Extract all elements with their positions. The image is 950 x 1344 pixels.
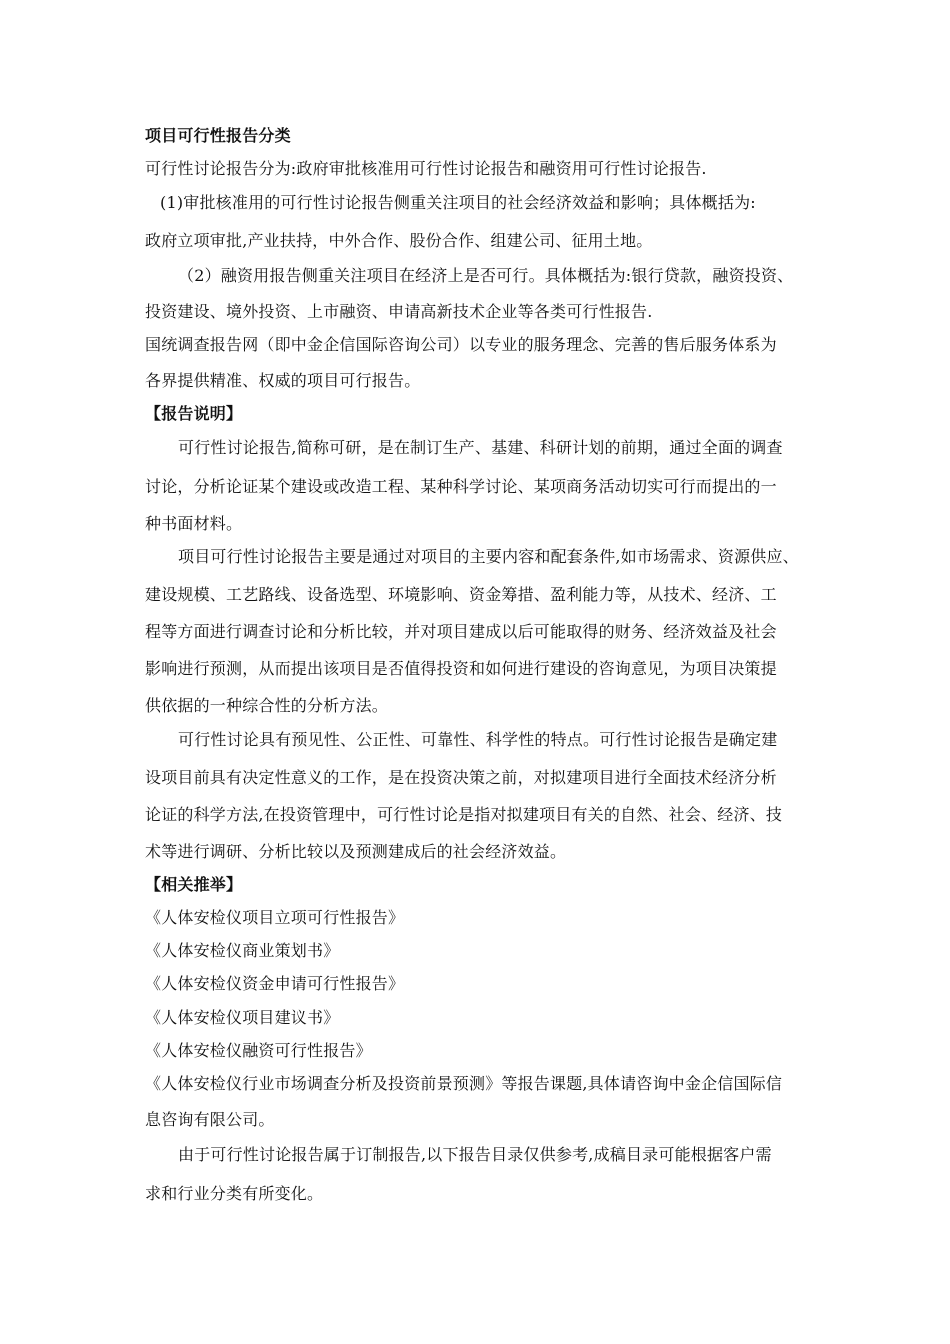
p2-line1: 项目可行性讨论报告主要是通过对项目的主要内容和配套条件,如市场需求、资源供应、 xyxy=(178,547,799,566)
rec-item-6-line2: 息咨询有限公司。 xyxy=(145,1110,275,1129)
p2-line3: 程等方面进行调查讨论和分析比较，并对项目建成以后可能取得的财务、经济效益及社会 xyxy=(145,622,777,641)
p3-line4: 术等进行调研、分析比较以及预测建成后的社会经济效益。 xyxy=(145,842,567,861)
item1-line2: 政府立项审批,产业扶持，中外合作、股份合作、组建公司、征用土地。 xyxy=(145,231,653,250)
rec-item-3: 《人体安检仪资金申请可行性报告》 xyxy=(145,974,405,993)
p3-line3: 论证的科学方法,在投资管理中，可行性讨论是指对拟建项目有关的自然、社会、经济、技 xyxy=(145,805,783,824)
p2-line2: 建设规模、工艺路线、设备选型、环境影响、资金筹措、盈利能力等，从技术、经济、工 xyxy=(145,585,777,604)
rec-item-2: 《人体安检仪商业策划书》 xyxy=(145,941,340,960)
company-line1: 国统调查报告网（即中金企信国际咨询公司）以专业的服务理念、完善的售后服务体系为 xyxy=(145,335,777,354)
closing-line2: 求和行业分类有所变化。 xyxy=(145,1184,324,1203)
p2-line5: 供依据的一种综合性的分析方法。 xyxy=(145,696,389,715)
item1-line1: (1)审批核准用的可行性讨论报告侧重关注项目的社会经济效益和影响；具体概括为: xyxy=(160,193,756,212)
company-line2: 各界提供精准、权威的项目可行报告。 xyxy=(145,371,421,390)
section-title-recommend: 【相关推举】 xyxy=(145,875,243,894)
p2-line4: 影响进行预测，从而提出该项目是否值得投资和如何进行建设的咨询意见，为项目决策提 xyxy=(145,659,777,678)
item2-line1: （2）融资用报告侧重关注项目在经济上是否可行。具体概括为:银行贷款，融资投资、 xyxy=(178,266,794,285)
rec-item-1: 《人体安检仪项目立项可行性报告》 xyxy=(145,908,405,927)
p3-line1: 可行性讨论具有预见性、公正性、可靠性、科学性的特点。可行性讨论报告是确定建 xyxy=(178,730,778,749)
rec-item-5: 《人体安检仪融资可行性报告》 xyxy=(145,1041,372,1060)
rec-item-6-line1: 《人体安检仪行业市场调查分析及投资前景预测》等报告课题,具体请咨询中金企信国际信 xyxy=(145,1074,783,1093)
closing-line1: 由于可行性讨论报告属于订制报告,以下报告目录仅供参考,成稿目录可能根据客户需 xyxy=(178,1145,772,1164)
section-title-report: 【报告说明】 xyxy=(145,404,243,423)
p1-line1: 可行性讨论报告,简称可研，是在制订生产、基建、科研计划的前期，通过全面的调查 xyxy=(178,438,783,457)
p3-line2: 设项目前具有决定性意义的工作，是在投资决策之前，对拟建项目进行全面技术经济分析 xyxy=(145,768,777,787)
p1-line2: 讨论，分析论证某个建设或改造工程、某种科学讨论、某项商务活动切实可行而提出的一 xyxy=(145,477,777,496)
intro-text: 可行性讨论报告分为:政府审批核准用可行性讨论报告和融资用可行性讨论报告. xyxy=(145,159,707,178)
rec-item-4: 《人体安检仪项目建议书》 xyxy=(145,1008,340,1027)
p1-line3: 种书面材料。 xyxy=(145,514,243,533)
item2-line2: 投资建设、境外投资、上市融资、申请高新技术企业等各类可行性报告. xyxy=(145,302,653,321)
heading: 项目可行性报告分类 xyxy=(145,126,291,145)
